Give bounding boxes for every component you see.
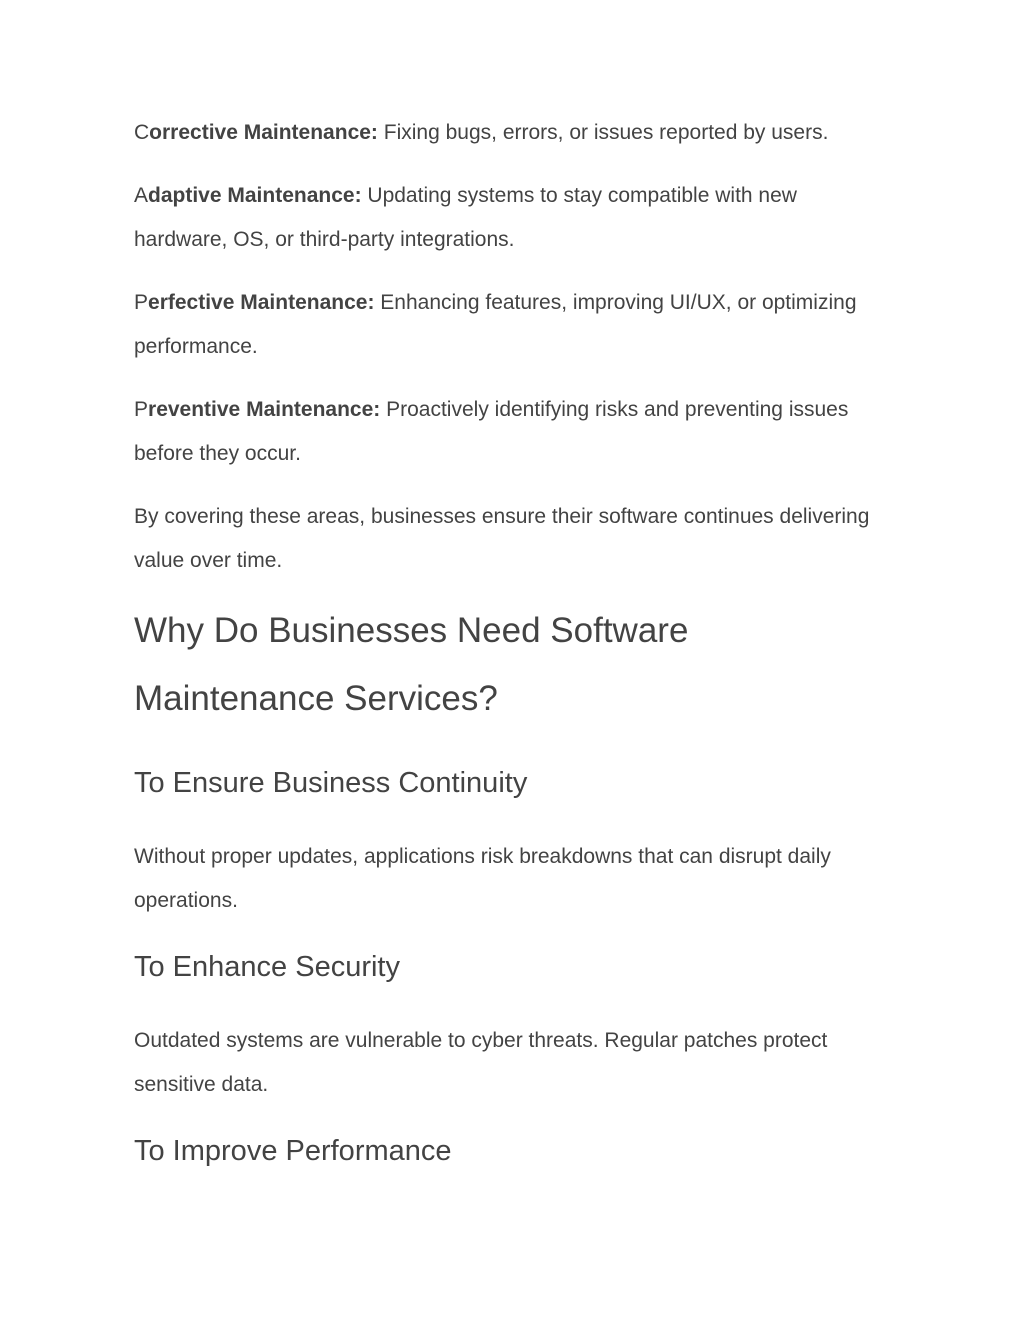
type-description: Fixing bugs, errors, or issues reported by users.	[377, 121, 829, 144]
subsection-body-continuity: Without proper updates, applications risk breakdowns that can disrupt daily operations.	[134, 845, 831, 912]
maintenance-type-corrective	[134, 111, 894, 155]
type-initial: C	[134, 121, 150, 144]
subsection-heading-security: To Enhance Security	[134, 951, 400, 983]
type-term: orrective Maintenance:	[149, 121, 378, 144]
section-heading: Why Do Businesses Need Software Maintenance Services?	[134, 611, 689, 718]
type-initial: P	[134, 398, 149, 421]
maintenance-type-adaptive	[134, 174, 894, 262]
type-term: daptive Maintenance:	[148, 184, 362, 207]
type-initial: P	[134, 291, 149, 314]
type-term: reventive Maintenance:	[148, 398, 381, 421]
subsection-heading-performance: To Improve Performance	[134, 1135, 452, 1167]
maintenance-type-perfective	[134, 281, 894, 369]
type-description: Updating systems to stay compatible with new hardware, OS, or third-party integrations.	[134, 184, 797, 251]
maintenance-type-preventive	[134, 388, 894, 476]
type-term: erfective Maintenance:	[148, 291, 375, 314]
type-initial: A	[134, 184, 149, 207]
type-description: Proactively identifying risks and preventing issues before they occur.	[134, 398, 849, 465]
summary-paragraph: By covering these areas, businesses ensure their software continues delivering value over time.	[134, 505, 870, 572]
subsection-heading-continuity: To Ensure Business Continuity	[134, 767, 528, 799]
subsection-body-security: Outdated systems are vulnerable to cyber threats. Regular patches protect sensitive data.	[134, 1029, 828, 1096]
type-description: Enhancing features, improving UI/UX, or optimizing performance.	[134, 291, 857, 358]
